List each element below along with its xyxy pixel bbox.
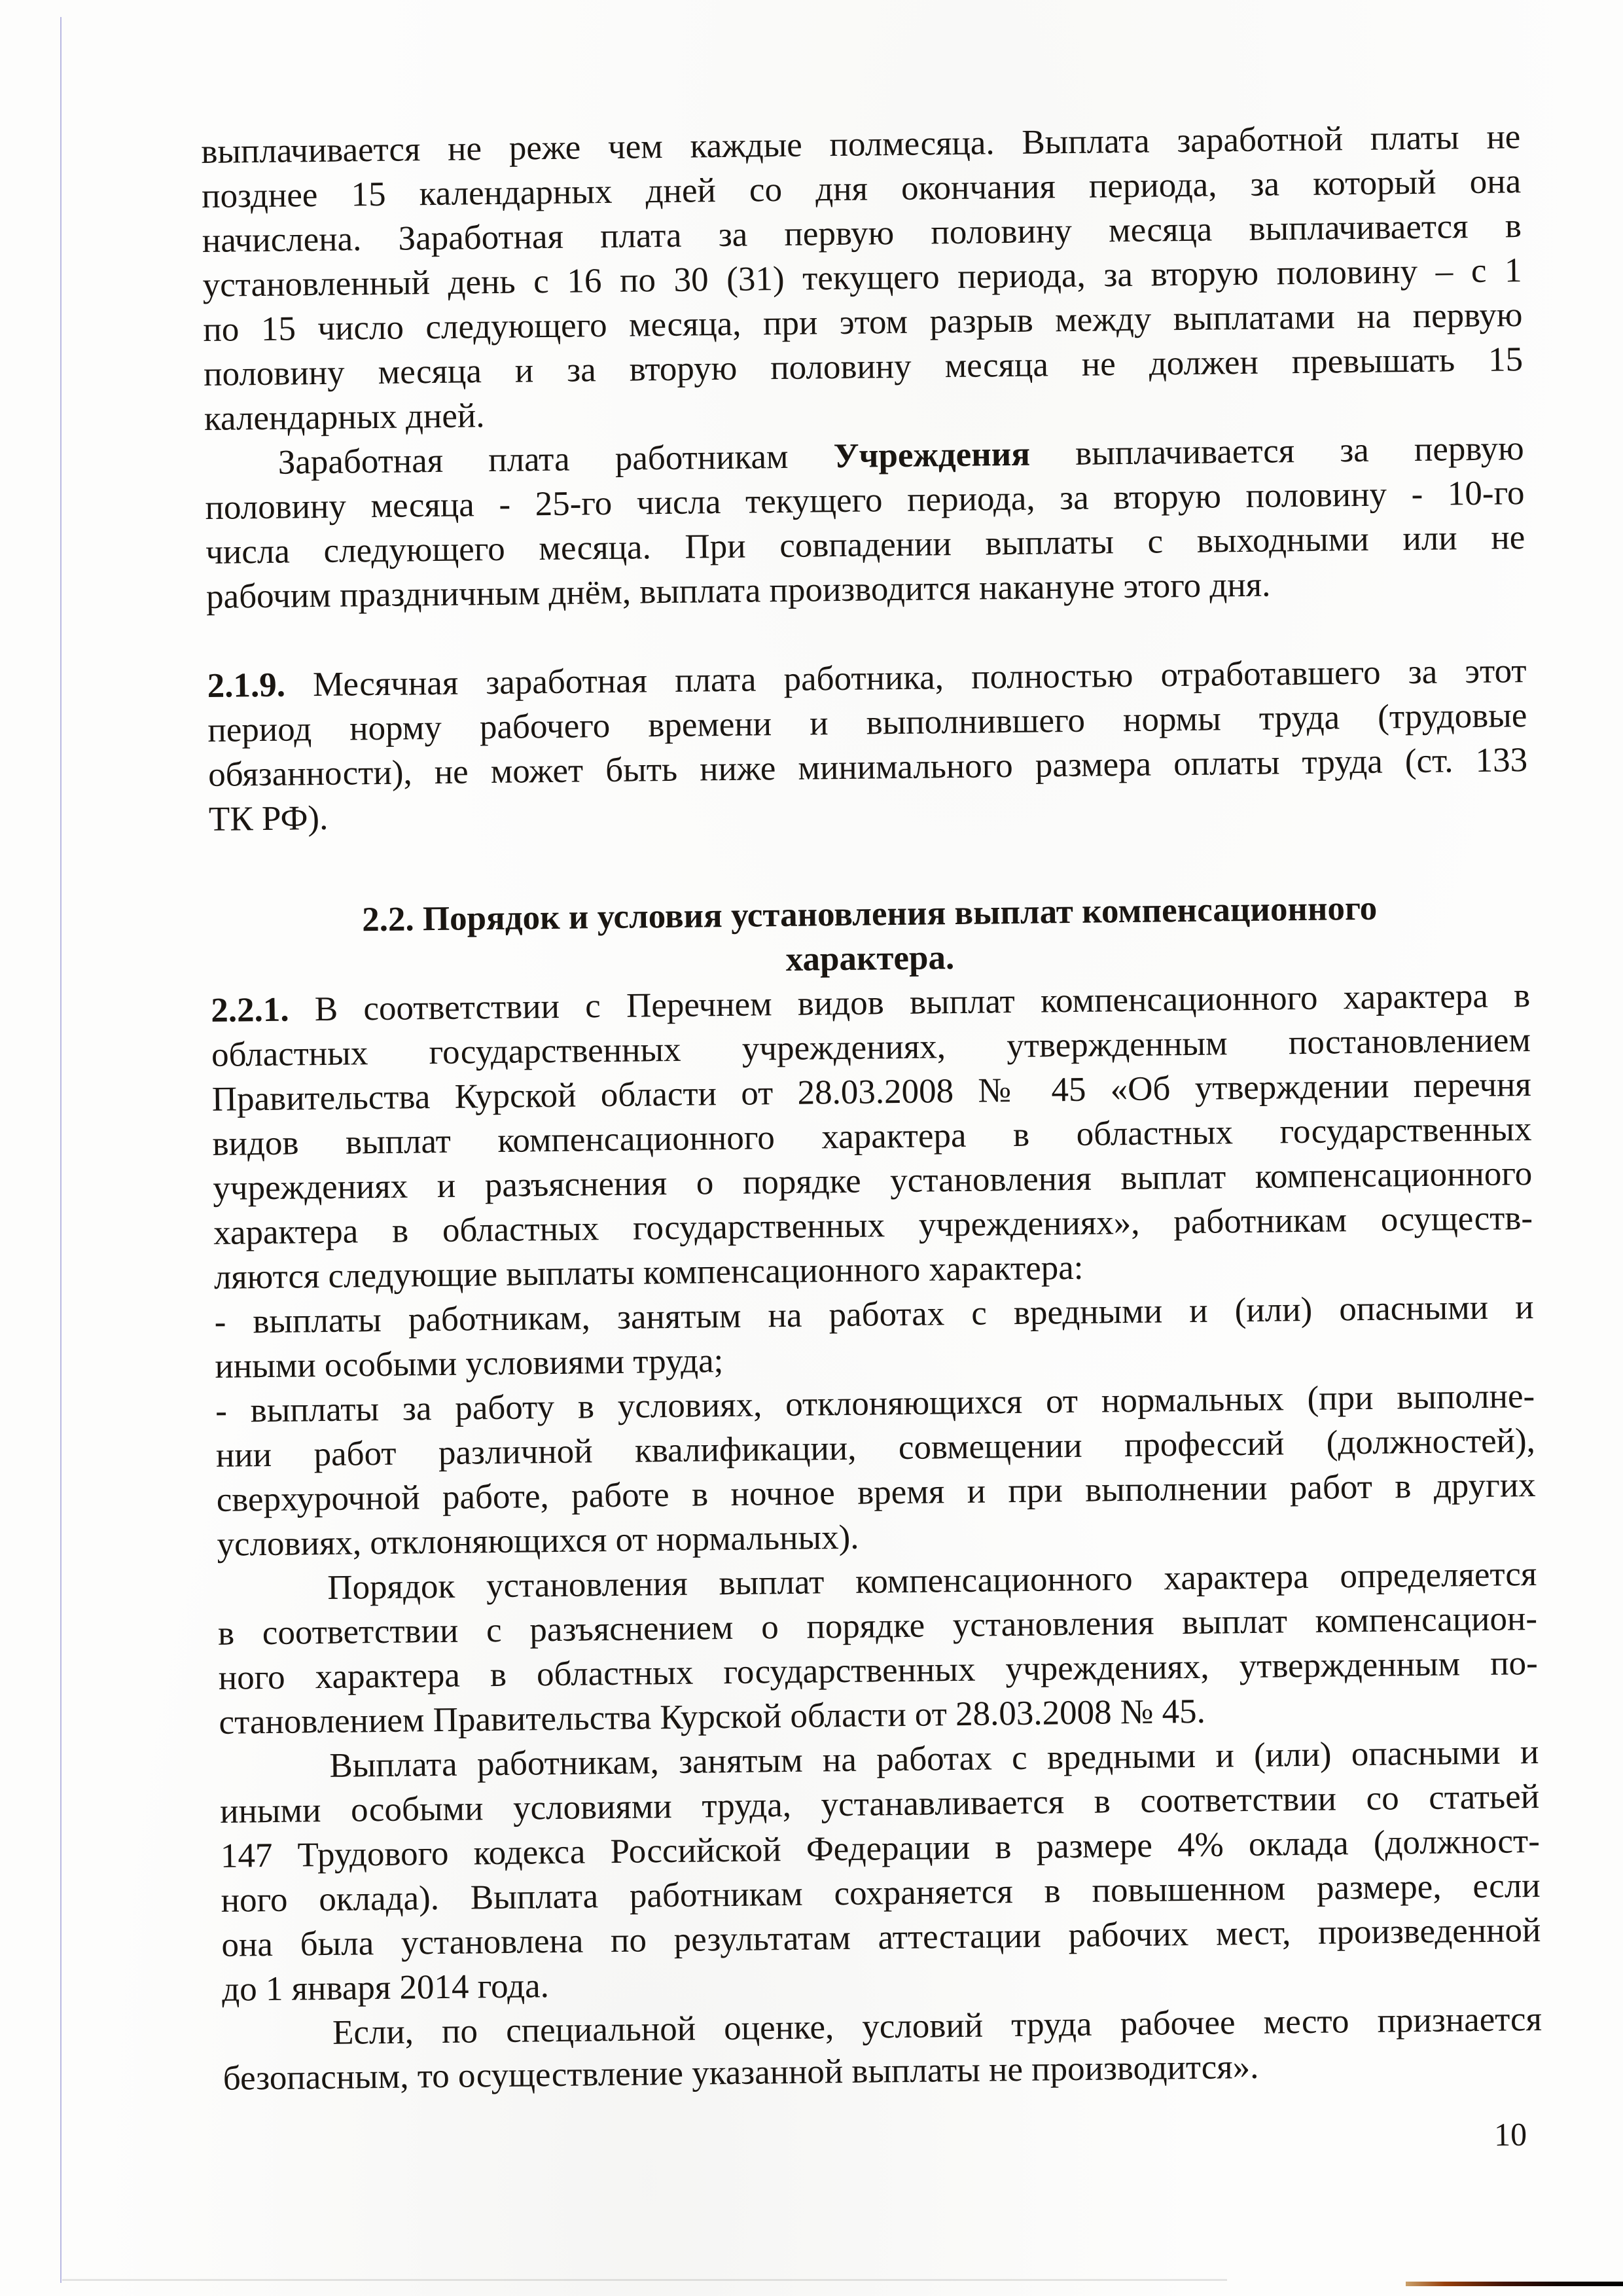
text-run: Месячная заработная плата работника, полностью отработавшего за этот [285, 652, 1527, 704]
text-run: в соответствии с разъяснением о порядке установления выплат компенсацион- [217, 1599, 1538, 1653]
text-run: ного оклада). Выплата работникам сохраняется в повышенном размере, если [221, 1866, 1541, 1920]
text-run: - выплаты за работу в условиях, отклоняющихся от нормальных (при выполне- [215, 1377, 1535, 1430]
scan-shadow-line [62, 2279, 1227, 2281]
paragraph [211, 973, 1533, 1300]
text-run: иными особыми условиями труда, устанавливается в соответствии со статьей [219, 1777, 1540, 1831]
bold-text-run: 2.1.9. [207, 666, 286, 705]
text-run: Порядок установления выплат компенсационного характера определяется [327, 1554, 1537, 1607]
text-run: до 1 января 2014 года. [221, 1967, 550, 2009]
text-run: сверхурочной работе, работе в ночное время и при выполнении работ в других [216, 1465, 1536, 1519]
text-run: Заработная плата работникам [277, 437, 834, 482]
text-run: календарных дней. [204, 397, 485, 438]
text-run: по 15 число следующего месяца, при этом разрыв между выплатами на первую [203, 296, 1523, 349]
text-run: 147 Трудового кодекса Российской Федерации в размере 4% оклада (должност- [220, 1821, 1541, 1875]
paragraph [207, 649, 1528, 842]
text-block [201, 115, 1543, 2101]
paragraph [214, 1285, 1534, 1389]
paragraph [215, 1374, 1537, 1567]
text-run: безопасным, то осуществление указанной выплаты не производится». [223, 2047, 1259, 2098]
section-heading [209, 884, 1529, 988]
text-run: Если, по специальной оценке, условий труда рабочее место признается [332, 2000, 1543, 2052]
text-run: выплачивается за первую [1029, 429, 1525, 473]
text-run: иными особыми условиями труда; [215, 1342, 724, 1386]
text-run: числа следующего месяца. При совпадении выплаты с выходными или не [205, 518, 1525, 571]
text-run: половину месяца и за вторую половину месяца не должен превышать 15 [203, 340, 1524, 393]
text-run: ляются следующие выплаты компенсационного характера: [213, 1248, 1084, 1297]
scan-page-edge-line [60, 17, 62, 2283]
page-number: 10 [1493, 2115, 1527, 2153]
text-run: ного характера в областных государственных учреждениях, утвержденным по- [218, 1643, 1539, 1697]
paragraph [204, 426, 1525, 619]
text-run: характера в областных государственных учреждениях», работникам осуществ- [213, 1199, 1533, 1252]
text-run: В соответствии с Перечнем видов выплат компенсационного характера в [289, 977, 1531, 1029]
text-run: - выплаты работникам, занятым на работах с вредными и (или) опасными и [214, 1288, 1534, 1341]
bold-text-run: 2.2. Порядок и условия установления выплат компенсационного [361, 889, 1378, 939]
text-run: Правительства Курской области от 28.03.2008 № 45 «Об утверждении перечня [211, 1066, 1532, 1119]
text-run: рабочим праздничным днём, выплата производится накануне этого дня. [205, 565, 1271, 616]
text-run: ТК РФ). [208, 798, 329, 838]
paragraph [223, 1997, 1543, 2101]
text-run: учреждениях и разъяснения о порядке установления выплат компенсационного [213, 1155, 1533, 1208]
paragraph [201, 115, 1524, 441]
text-run: установленный день с 16 по 30 (31) текущего периода, за вторую половину – с 1 [202, 251, 1522, 304]
text-run: условиях, отклоняющихся от нормальных). [217, 1518, 859, 1564]
text-run: видов выплат компенсационного характера в областных государственных [212, 1110, 1532, 1163]
bold-text-run: 2.2.1. [210, 990, 289, 1030]
text-run: период норму рабочего времени и выполнившего нормы труда (трудовые [207, 696, 1527, 749]
bold-text-run: Учреждения [833, 435, 1031, 476]
paragraph [217, 1552, 1539, 1745]
text-run: становлением Правительства Курской области от 28.03.2008 № 45. [219, 1692, 1206, 1742]
text-run: половину месяца - 25-го числа текущего периода, за вторую половину - 10-го [205, 474, 1525, 527]
text-run: она была установлена по результатам аттестации рабочих мест, произведенной [221, 1910, 1541, 1964]
text-run: обязанности), не может быть ниже минимального размера оплаты труда (ст. 133 [207, 741, 1528, 794]
paragraph [219, 1730, 1541, 2012]
text-run: Выплата работникам, занятым на работах с вредными и (или) опасными и [329, 1732, 1539, 1785]
scan-artifact-line [1406, 2282, 1623, 2286]
bold-text-run: характера. [785, 939, 955, 978]
text-run: начислена. Заработная плата за первую половину месяца выплачивается в [202, 207, 1522, 260]
text-run: позднее 15 календарных дней со дня окончания периода, за который она [201, 162, 1522, 215]
text-run: областных государственных учреждениях, утвержденным постановлением [211, 1021, 1531, 1074]
text-run: выплачивается не реже чем каждые полмесяца. Выплата заработной платы не [201, 118, 1521, 171]
text-run: нии работ различной квалификации, совмещении профессий (должностей), [215, 1422, 1536, 1475]
